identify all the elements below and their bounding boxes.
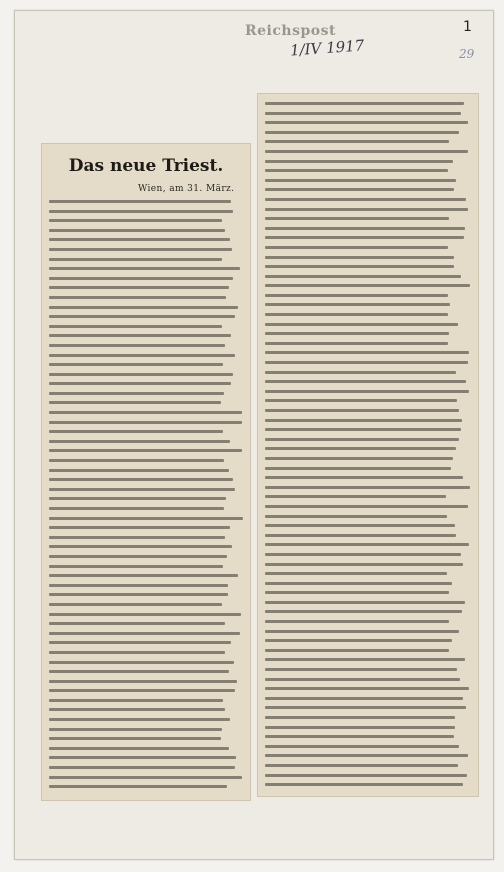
body-text-line xyxy=(265,630,459,633)
body-text-line xyxy=(265,457,453,460)
body-text-line xyxy=(265,783,463,786)
body-text-line xyxy=(265,351,469,354)
body-text-line xyxy=(265,303,450,306)
body-text-line xyxy=(49,469,229,472)
body-text-line xyxy=(265,515,447,518)
body-text-line xyxy=(265,342,448,345)
body-text-line xyxy=(265,179,456,182)
body-text-line xyxy=(265,524,455,527)
body-text-line xyxy=(49,526,230,529)
body-text-line xyxy=(49,421,242,424)
body-text-line xyxy=(265,323,458,326)
body-text-line xyxy=(49,613,241,616)
body-text-line xyxy=(265,582,452,585)
body-text-line xyxy=(49,766,235,769)
body-text-line xyxy=(265,409,459,412)
body-text-line xyxy=(265,121,468,124)
body-text-line xyxy=(49,785,227,788)
body-text-line xyxy=(265,486,470,489)
body-text-line xyxy=(49,363,223,366)
body-text-line xyxy=(49,641,231,644)
body-text-line xyxy=(265,380,466,383)
body-text-line xyxy=(49,756,236,759)
body-text-line xyxy=(265,399,457,402)
body-text-line xyxy=(265,764,458,767)
body-text-line xyxy=(265,697,463,700)
body-text-line xyxy=(265,390,469,393)
body-text-line xyxy=(49,680,237,683)
body-text-line xyxy=(265,294,448,297)
body-text-line xyxy=(265,467,451,470)
body-text-line xyxy=(265,534,456,537)
body-text-line xyxy=(49,689,235,692)
body-text-line xyxy=(265,505,468,508)
body-text-line xyxy=(265,208,468,211)
body-text-line xyxy=(265,687,469,690)
body-text-line xyxy=(49,478,233,481)
body-text-line xyxy=(49,708,225,711)
body-text-line xyxy=(265,476,463,479)
body-text-line xyxy=(49,430,223,433)
body-text-line xyxy=(265,246,448,249)
body-text-line xyxy=(49,651,225,654)
body-text-line xyxy=(265,745,459,748)
article-clipping-right xyxy=(257,93,479,797)
body-text-line xyxy=(49,728,222,731)
body-text-line xyxy=(49,507,224,510)
body-text-line xyxy=(49,392,224,395)
body-text-line xyxy=(265,371,456,374)
body-text-line xyxy=(49,334,231,337)
body-text-line xyxy=(265,265,454,268)
body-text-line xyxy=(49,593,228,596)
body-text-line xyxy=(49,258,222,261)
body-text-line xyxy=(49,373,233,376)
body-text-line xyxy=(49,440,230,443)
body-text-line xyxy=(265,668,457,671)
body-text-line xyxy=(265,332,449,335)
body-text-line xyxy=(49,545,232,548)
body-text-line xyxy=(49,200,231,203)
article-body-left xyxy=(49,200,243,795)
body-text-line xyxy=(49,488,235,491)
body-text-line xyxy=(49,325,222,328)
body-text-line xyxy=(49,584,228,587)
body-text-line xyxy=(265,112,461,115)
body-text-line xyxy=(49,632,240,635)
handwritten-date: 1/IV 1917 xyxy=(289,36,365,60)
body-text-line xyxy=(49,536,225,539)
body-text-line xyxy=(265,275,461,278)
body-text-line xyxy=(265,361,468,364)
body-text-line xyxy=(265,610,462,613)
body-text-line xyxy=(265,754,468,757)
body-text-line xyxy=(49,555,227,558)
body-text-line xyxy=(265,256,454,259)
body-text-line xyxy=(49,517,243,520)
body-text-line xyxy=(265,102,464,105)
body-text-line xyxy=(265,447,456,450)
body-text-line xyxy=(49,565,223,568)
body-text-line xyxy=(265,495,446,498)
newspaper-masthead: Reichspost xyxy=(245,23,336,39)
article-clipping-left xyxy=(41,143,251,801)
body-text-line xyxy=(49,219,222,222)
body-text-line xyxy=(265,188,454,191)
body-text-line xyxy=(265,169,448,172)
body-text-line xyxy=(49,382,231,385)
body-text-line xyxy=(265,543,469,546)
body-text-line xyxy=(265,236,464,239)
body-text-line xyxy=(265,160,453,163)
body-text-line xyxy=(265,553,461,556)
article-body-right xyxy=(265,102,471,793)
body-text-line xyxy=(265,591,449,594)
body-text-line xyxy=(49,459,224,462)
body-text-line xyxy=(49,411,242,414)
body-text-line xyxy=(49,210,233,213)
scrapbook-sheet xyxy=(14,10,494,860)
body-text-line xyxy=(265,678,460,681)
body-text-line xyxy=(265,658,465,661)
article-title: Das neue Triest. xyxy=(68,156,224,176)
body-text-line xyxy=(265,572,447,575)
article-dateline: Wien, am 31. März. xyxy=(138,184,235,194)
body-text-line xyxy=(49,670,229,673)
body-text-line xyxy=(49,296,226,299)
body-text-line xyxy=(265,217,449,220)
body-text-line xyxy=(265,774,467,777)
body-text-line xyxy=(265,313,448,316)
body-text-line xyxy=(49,497,226,500)
body-text-line xyxy=(49,229,225,232)
body-text-line xyxy=(265,639,452,642)
body-text-line xyxy=(265,601,465,604)
body-text-line xyxy=(49,737,221,740)
page-number: 1 xyxy=(463,19,472,35)
body-text-line xyxy=(265,227,465,230)
body-text-line xyxy=(265,735,454,738)
body-text-line xyxy=(49,248,232,251)
body-text-line xyxy=(49,267,240,270)
body-text-line xyxy=(49,277,233,280)
body-text-line xyxy=(49,401,221,404)
body-text-line xyxy=(49,354,235,357)
body-text-line xyxy=(49,776,242,779)
body-text-line xyxy=(265,150,468,153)
body-text-line xyxy=(265,706,466,709)
body-text-line xyxy=(49,574,238,577)
body-text-line xyxy=(265,563,463,566)
body-text-line xyxy=(49,286,229,289)
body-text-line xyxy=(49,344,225,347)
body-text-line xyxy=(265,649,449,652)
body-text-line xyxy=(265,438,459,441)
body-text-line xyxy=(49,449,242,452)
body-text-line xyxy=(265,428,461,431)
body-text-line xyxy=(265,131,459,134)
body-text-line xyxy=(49,699,223,702)
body-text-line xyxy=(265,140,449,143)
body-text-line xyxy=(49,315,235,318)
body-text-line xyxy=(265,726,455,729)
body-text-line xyxy=(49,306,238,309)
body-text-line xyxy=(49,603,222,606)
body-text-line xyxy=(49,622,225,625)
body-text-line xyxy=(49,718,230,721)
body-text-line xyxy=(265,198,466,201)
body-text-line xyxy=(265,284,470,287)
margin-pencil-mark: 29 xyxy=(459,47,475,61)
body-text-line xyxy=(265,620,449,623)
body-text-line xyxy=(49,747,229,750)
body-text-line xyxy=(49,661,234,664)
body-text-line xyxy=(265,716,455,719)
body-text-line xyxy=(49,238,230,241)
body-text-line xyxy=(265,419,462,422)
